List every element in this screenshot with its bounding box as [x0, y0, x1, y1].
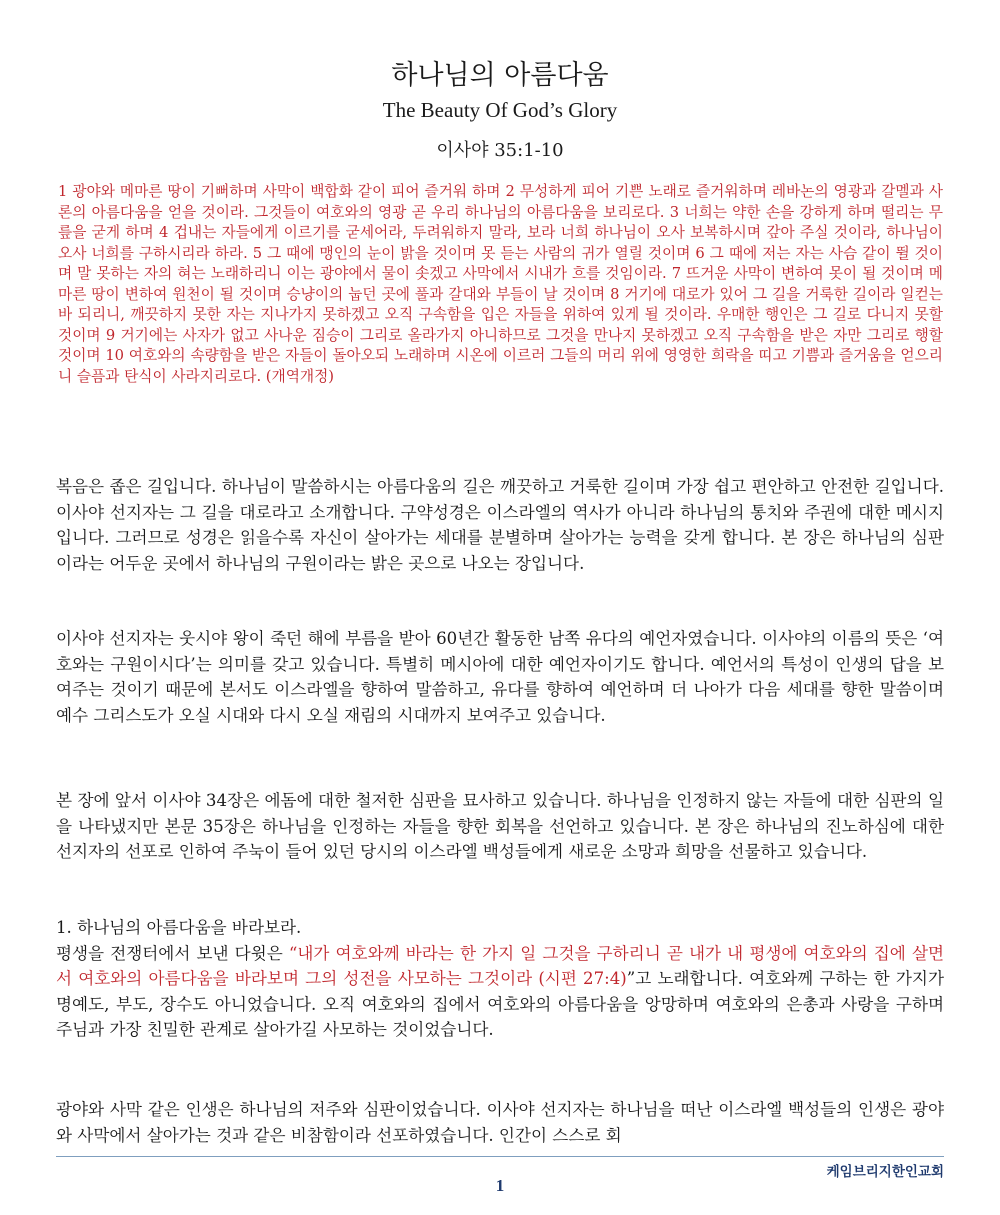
page-number: 1 [495, 1176, 505, 1195]
paragraph-wilderness: 광야와 사막 같은 인생은 하나님의 저주와 심판이었습니다. 이사야 선지자는 하나님을 떠난 이스라엘 백성들의 인생은 광야와 사막에서 살아가는 것과 같은 비참함이라 선포하였습니다. 인간이 스스로 회 [56, 1100, 944, 1145]
section-heading: 1. 하나님의 아름다움을 바라보라. [56, 918, 302, 937]
section-one [56, 915, 944, 1043]
scripture-passage: 1 광야와 메마른 땅이 기뻐하며 사막이 백합화 같이 피어 즐거워 하며 2 무성하게 피어 기쁜 노래로 즐거워하며 레바논의 영광과 갈멜과 사론의 아름다움을 얻을 것이라. 그것들이 여호와의 영광 곧 우리 하나님의 아름다움을 보리로다. 3 너희는 약한 손을 강하게 하며 떨리는 무릎을 굳게 하며 4 겁내는 자들에게 이르기를 굳세어라, 두려워하지 말라, 보라 너희 하나님이 오사 보복하시며 갚아 주실 것이라, 하나님이 오사 너희를 구하시리라 하라. 5 그 때에 맹인의 눈이 밝을 것이며 못 듣는 사람의 귀가 열릴 것이며 6 그 때에 저는 자는 사슴 같이 뛸 것이며 말 못하는 자의 혀는 노래하리니 이는 광야에서 물이 솟겠고 사막에서 시내가 흐를 것임이라. 7 뜨거운 사막이 변하여 못이 될 것이며 메마른 땅이 변하여 원천이 될 것이며 승냥이의 눕던 곳에 풀과 갈대와 부들이 날 것이며 8 거기에 대로가 있어 그 길을 거룩한 길이라 일컫는 바 되리니, 깨끗하지 못한 자는 지나가지 못하겠고 오직 구속함을 입은 자들을 위하여 있게 될 것이라. 우매한 행인은 그 길로 다니지 못할 것이며 9 거기에는 사자가 없고 사나운 짐승이 그리로 올라가지 아니하므로 그것을 만나지 못하겠고 오직 구속함을 받은 자만 그리로 행할 것이며 10 여호와의 속량함을 받은 자들이 돌아오되 노래하며 시온에 이르러 그들의 머리 위에 영영한 희락을 띠고 기쁨과 즐거움을 얻으리니 슬픔과 탄식이 사라지리로다. (개역개정) [58, 183, 943, 385]
paragraph-text-before: 평생을 전쟁터에서 보낸 다윗은 [56, 943, 289, 963]
paragraph-text-after: ”고 노래합니다. 여호와께 구하는 한 가지가 명예도, 부도, 장수도 아니었습니다. 오직 여호와의 집에서 여호와의 아름다움을 앙망하며 여호와의 은총과 사랑을 구하며 주님과 가장 친밀한 관계로 살아가길 사모하는 것이었습니다. [56, 969, 944, 1039]
paragraph-isaiah: 이사야 선지자는 웃시야 왕이 죽던 해에 부름을 받아 60년간 활동한 남쪽 유다의 예언자였습니다. 이사야의 이름의 뜻은 ‘여호와는 구원이시다’는 의미를 갖고 있습니다. 특별히 메시아에 대한 예언자이기도 합니다. 예언서의 특성이 인생의 답을 보여주는 것이기 때문에 본서도 이스라엘을 향하여 말씀하고, 유다를 향하여 예언하며 더 나아가 다음 세대를 향한 말씀이며 예수 그리스도가 오실 시대와 다시 오실 재림의 시대까지 보여주고 있습니다. [56, 629, 944, 725]
paragraph-context: 본 장에 앞서 이사야 34장은 에돔에 대한 철저한 심판을 묘사하고 있습니다. 하나님을 인정하지 않는 자들에 대한 심판의 일을 나타냈지만 본문 35장은 하나님을 인정하는 자들을 향한 회복을 선언하고 있습니다. 본 장은 하나님의 진노하심에 대한 선지자의 선포로 인하여 주눅이 들어 있던 당시의 이스라엘 백성들에게 새로운 소망과 희망을 선물하고 있습니다. [56, 791, 944, 861]
footer-divider [56, 1156, 944, 1157]
paragraph-intro: 복음은 좁은 길입니다. 하나님이 말씀하시는 아름다움의 길은 깨끗하고 거룩한 길이며 가장 쉽고 편안하고 안전한 길입니다. 이사야 선지자는 그 길을 대로라고 소개합니다. 구약성경은 이스라엘의 역사가 아니라 하나님의 통치와 주권에 대한 메시지입니다. 그러므로 성경은 읽을수록 자신이 살아가는 세대를 분별하며 살아가는 능력을 갖게 합니다. 본 장은 하나님의 심판이라는 어두운 곳에서 하나님의 구원이라는 밝은 곳으로 나오는 장입니다. [56, 477, 944, 573]
section-paragraph [56, 941, 944, 1043]
church-name: 케임브리지한인교회 [826, 1164, 944, 1180]
sermon-title: 하나님의 아름다움 [391, 60, 609, 91]
psalm-quote: “내가 여호와께 바라는 한 가지 일 그것을 구하리니 곧 내가 내 평생에 여호와의 집에 살면서 여호와의 아름다움을 바라보며 그의 성전을 사모하는 그것이라 (시편 27:4) [56, 943, 944, 988]
sermon-subtitle: The Beauty Of God’s Glory [382, 98, 618, 122]
scripture-reference: 이사야 35:1-10 [436, 140, 564, 161]
